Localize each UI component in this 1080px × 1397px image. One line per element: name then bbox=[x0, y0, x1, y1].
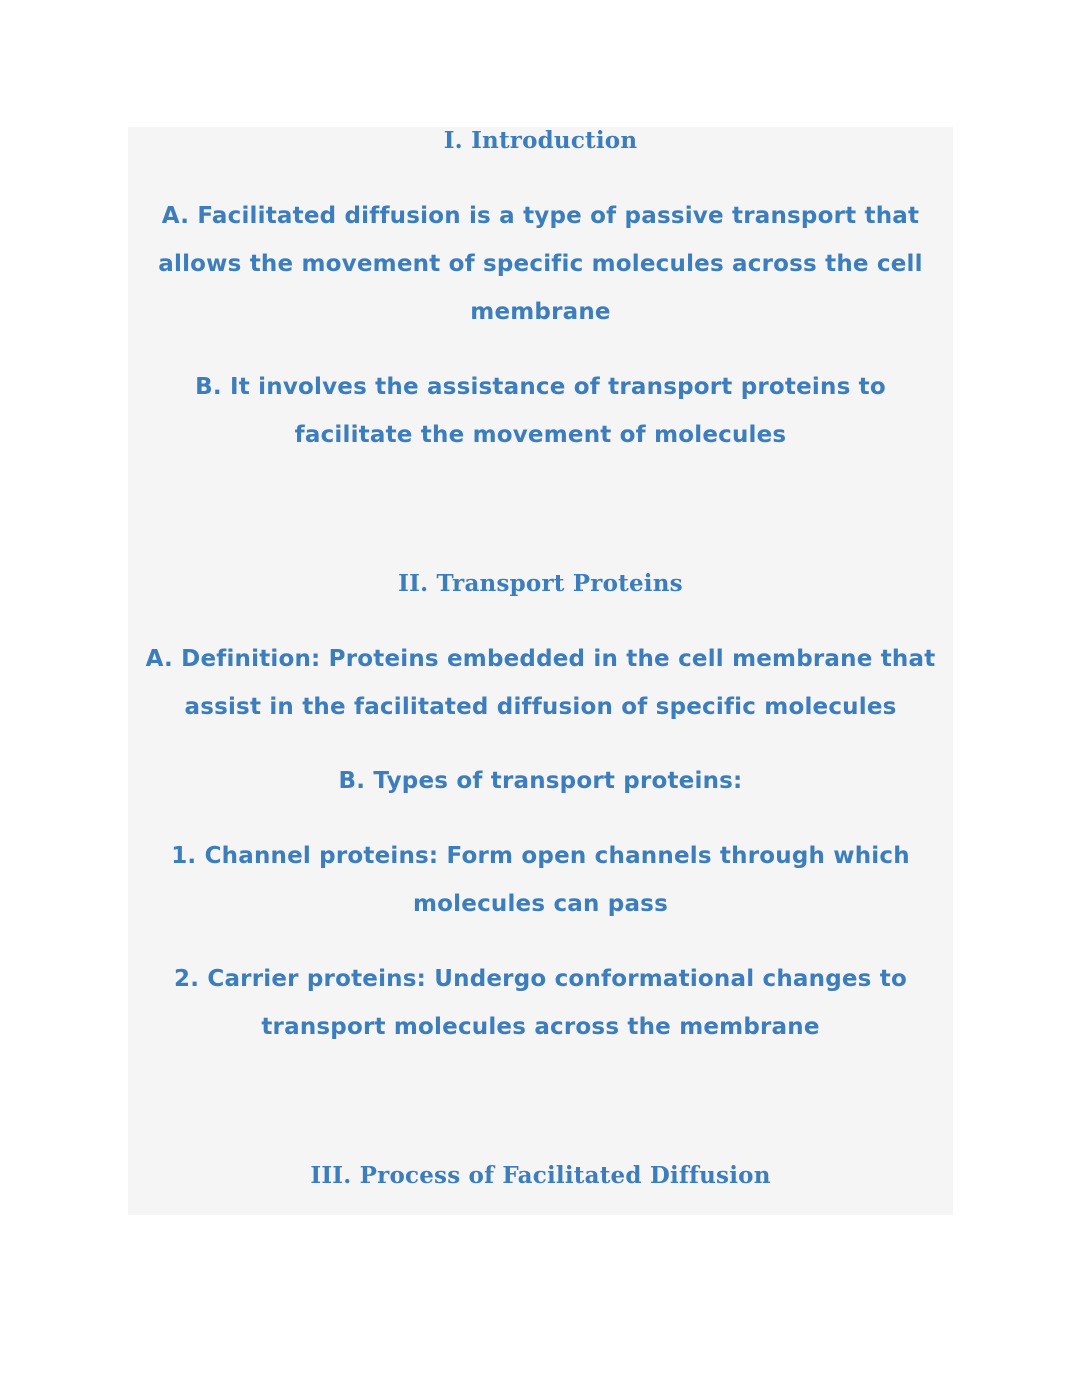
intro-point-a-line-2: allows the movement of specific molecules across the cell bbox=[158, 251, 923, 277]
transport-point-a-line-2: assist in the facilitated diffusion of specific molecules bbox=[184, 694, 897, 720]
section-heading-introduction: I. Introduction bbox=[443, 127, 638, 154]
subpoint-1-line-1: 1. Channel proteins: Form open channels through which bbox=[171, 843, 910, 869]
intro-point-a-line-3: membrane bbox=[470, 299, 611, 325]
transport-point-b: B. Types of transport proteins: bbox=[338, 768, 743, 794]
subpoint-2-line-2: transport molecules across the membrane bbox=[261, 1014, 820, 1040]
section-heading-transport-proteins: II. Transport Proteins bbox=[398, 570, 683, 597]
intro-point-a-line-1: A. Facilitated diffusion is a type of passive transport that bbox=[161, 203, 920, 229]
section-heading-process: III. Process of Facilitated Diffusion bbox=[310, 1162, 771, 1189]
intro-point-b-line-1: B. It involves the assistance of transport proteins to bbox=[195, 374, 886, 400]
transport-point-a-line-1: A. Definition: Proteins embedded in the cell membrane that bbox=[145, 646, 936, 672]
intro-point-b-line-2: facilitate the movement of molecules bbox=[294, 422, 787, 448]
document-page bbox=[128, 127, 953, 1215]
subpoint-2-line-1: 2. Carrier proteins: Undergo conformational changes to bbox=[174, 966, 907, 992]
subpoint-1-line-2: molecules can pass bbox=[413, 891, 668, 917]
